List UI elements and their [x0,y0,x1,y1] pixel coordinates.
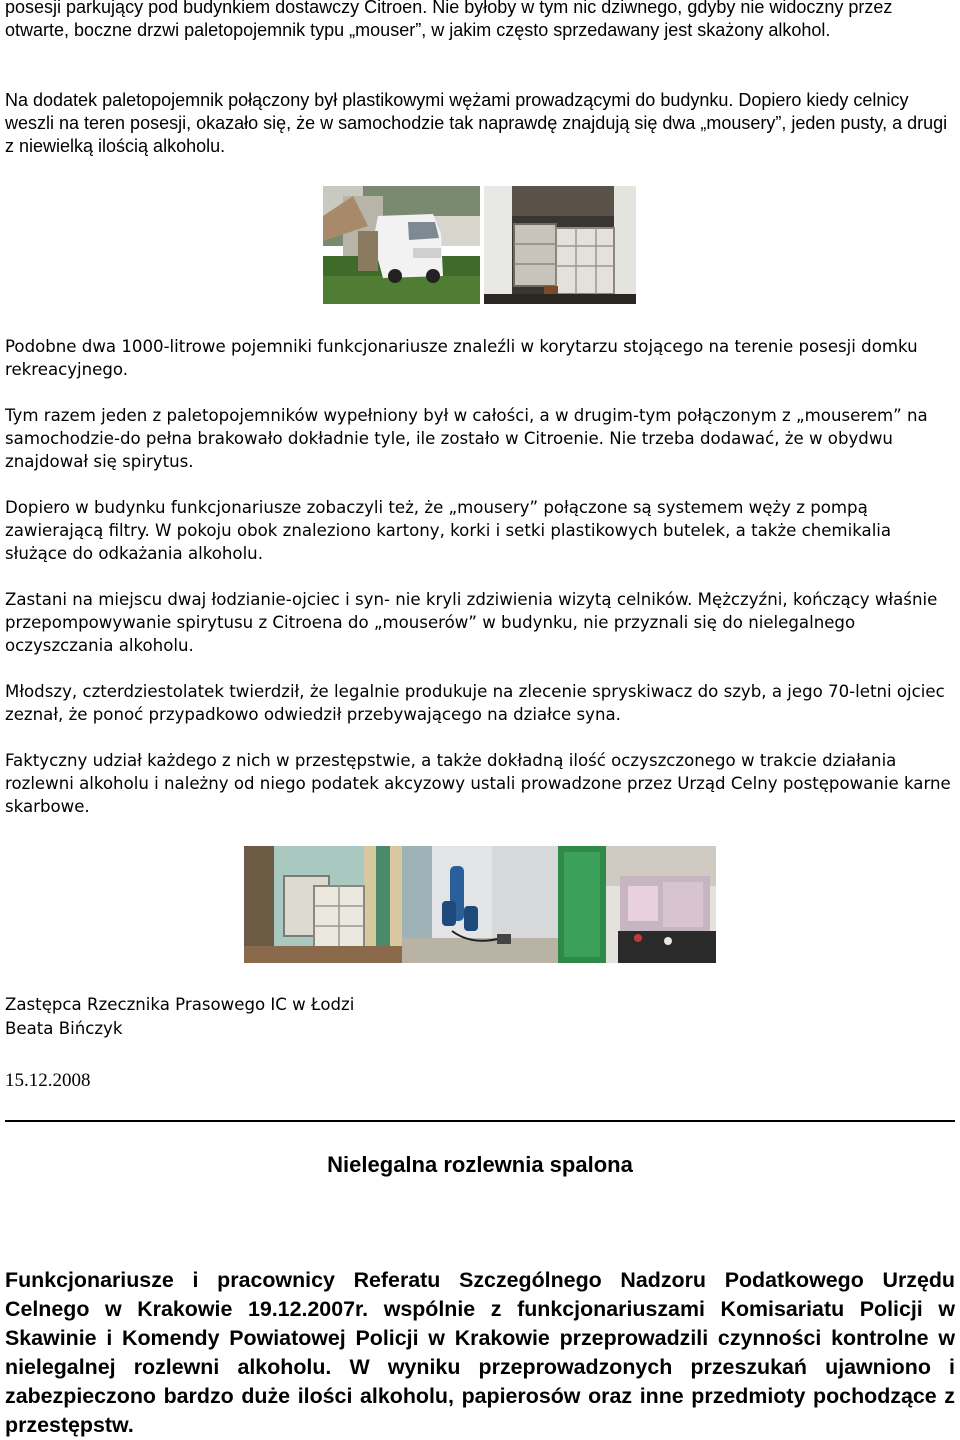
paragraph: Podobne dwa 1000-litrowe pojemniki funkcjonariusze znaleźli w korytarzu stojącego na terenie posesji domku rekreacyjnego. [5,337,918,379]
paragraph: Tym razem jeden z paletopojemników wypełniony był w całości, a w drugim-tym połączonym z „mouserem” na samochodzie-do pełna brakowało dokładnie tyle, ile zostało w Citroenie. Nie trzeba dodawać, że w obydwu znajdował się spirytus. [5,406,928,471]
photo-pump-with-filters [402,846,558,963]
paragraph: Na dodatek paletopojemnik połączony był plastikowymi wężami prowadzącymi do budynku. Dopiero kiedy celnicy weszli na teren posesji, okazało się, że w samochodzie tak naprawdę znajdują się dwa „mousery”, jeden pusty, a drugi z niewielką ilością alkoholu. [5,90,948,156]
date: 15.12.2008 [5,1070,91,1091]
photo-containers-in-van [484,186,636,304]
paragraph: Młodszy, czterdziestolatek twierdził, że legalnie produkuje na zlecenie spryskiwacz do szyb, a jego 70-letni ojciec zeznał, że ponoć przypadkowo odwiedził przebywającego na działce syna. [5,682,945,724]
paragraph: Dopiero w budynku funkcjonariusze zobaczyli też, że „mousery” połączone są systemem węży z pompą zawierającą filtry. W pokoju obok znaleziono kartony, korki i setki plastikowych butelek, a także chemikalia służące do odkażania alkoholu. [5,498,892,563]
paragraph: Faktyczny udział każdego z nich w przestępstwie, a także dokładną ilość oczyszczonego w trakcie działania rozlewni alkoholu i należny od niego podatek akcyzowy ustali prowadzone przez Urząd Celny postępowanie karne skarbowe. [5,751,951,816]
photo-room-with-bottles [558,846,716,963]
photo-containers-in-corridor [244,846,402,963]
photo-van-in-yard [323,186,480,304]
signature-name: Beata Bińczyk [5,1019,123,1038]
paragraph: Zastani na miejscu dwaj łodzianie-ojciec i syn- nie kryli zdziwienia wizytą celników. Mężczyźni, kończący właśnie przepompowywanie spirytusu z Citroena do „mouserów” w budynku, nie przyznali się do nielegalnego oczyszczania alkoholu. [5,590,938,655]
article-lead: Funkcjonariusze i pracownicy Referatu Szczególnego Nadzoru Podatkowego Urzędu Celnego w Krakowie 19.12.2007r. wspólnie z funkcjonariuszami Komisariatu Policji w Skawinie i Komendy Powiatowej Policji w Krakowie przeprowadzili czynności kontrolne w nielegalnej rozlewni alkoholu. W wyniku przeprowadzonych przeszukań ujawniono i zabezpieczono bardzo duże ilości alkoholu, papierosów oraz inne przedmioty pochodzące z przestępstw. [5,1268,955,1437]
divider [5,1120,955,1122]
signature-role: Zastępca Rzecznika Prasowego IC w Łodzi [5,995,355,1014]
article-title: Nielegalna rozlewnia spalona [327,1152,633,1177]
paragraph: posesji parkujący pod budynkiem dostawczy Citroen. Nie byłoby w tym nic dziwnego, gdyby nie widoczny przez otwarte, boczne drzwi paletopojemnik typu „mouser”, w jakim często sprzedawany jest skażony alkohol. [5,0,893,40]
